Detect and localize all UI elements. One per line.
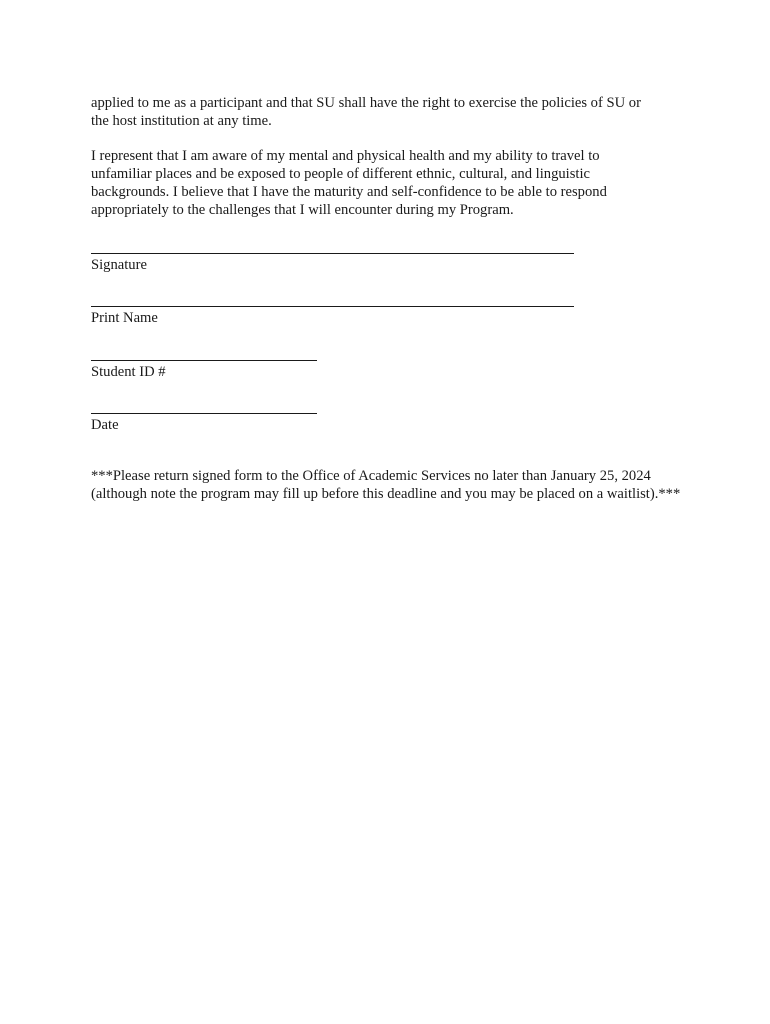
signature-field xyxy=(91,253,574,274)
signature-line[interactable] xyxy=(91,253,574,254)
text-line: I represent that I am aware of my mental and physical health and my ability to travel to xyxy=(91,148,600,164)
date-line[interactable] xyxy=(91,413,317,414)
print-name-line[interactable] xyxy=(91,306,574,307)
return-form-notice xyxy=(91,467,731,503)
text-line: ***Please return signed form to the Office of Academic Services no later than January 25, 2024 xyxy=(91,468,651,484)
text-line: backgrounds. I believe that I have the maturity and self-confidence to be able to respond xyxy=(91,184,607,200)
print-name-field xyxy=(91,306,574,327)
student-id-line[interactable] xyxy=(91,360,317,361)
paragraph-health-representation xyxy=(91,147,731,219)
text-line: appropriately to the challenges that I will encounter during my Program. xyxy=(91,202,514,218)
text-line: applied to me as a participant and that SU shall have the right to exercise the policies of SU or xyxy=(91,95,641,111)
paragraph-policy-continuation xyxy=(91,94,731,130)
signature-label: Signature xyxy=(91,257,147,273)
student-id-label: Student ID # xyxy=(91,364,166,380)
date-field xyxy=(91,413,317,434)
text-line: unfamiliar places and be exposed to people of different ethnic, cultural, and linguistic xyxy=(91,166,590,182)
student-id-field xyxy=(91,360,317,381)
text-line: (although note the program may fill up before this deadline and you may be placed on a waitlist).*** xyxy=(91,486,681,502)
text-line: the host institution at any time. xyxy=(91,113,272,129)
date-label: Date xyxy=(91,417,119,433)
print-name-label: Print Name xyxy=(91,310,158,326)
